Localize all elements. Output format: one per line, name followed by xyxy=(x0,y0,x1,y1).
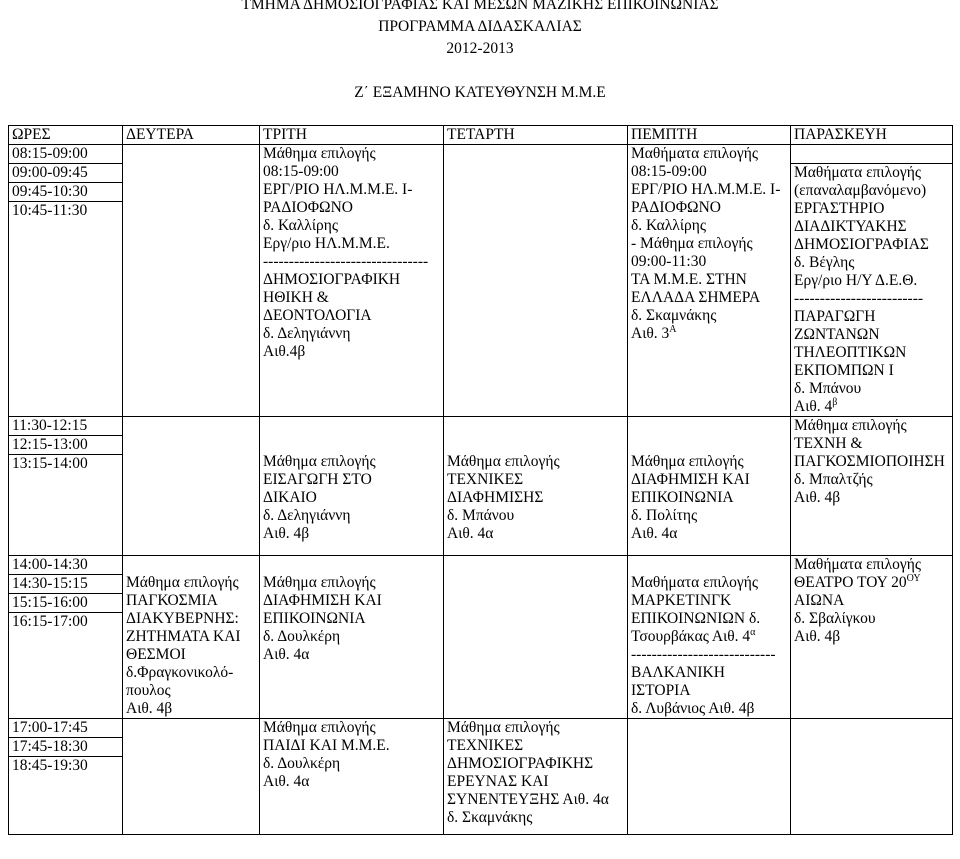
room-suffix: β xyxy=(832,396,838,408)
course-type: Μάθημα επιλογής xyxy=(447,453,560,470)
room-label: Αιθ. 3 xyxy=(631,325,670,342)
instructor: δ. Λυβάνιος Αιθ. 4β xyxy=(631,700,755,717)
course-type: Μάθημα επιλογής xyxy=(631,453,744,470)
instructor-room: Τσουρβάκας Αιθ. 4 xyxy=(631,628,751,645)
friday-cell xyxy=(791,145,953,417)
instructor: δ. Σβαλίγκου xyxy=(794,610,876,627)
schedule-row-afternoon xyxy=(9,556,953,719)
semester-title: Ζ΄ ΕΞΑΜΗΝΟ ΚΑΤΕΥΘΥΝΣΗ Μ.Μ.Ε xyxy=(354,84,606,101)
course-name: ΑΙΩΝΑ xyxy=(794,592,845,609)
col-header-monday: ΔΕΥΤΕΡΑ xyxy=(123,126,260,145)
course-name: ΡΑΔΙΟΦΩΝΟ xyxy=(263,199,353,216)
col-header-hours: ΩΡΕΣ xyxy=(9,126,123,145)
instructor: δ.Φραγκονικολό- xyxy=(126,664,234,681)
course-name: ΔΕΟΝΤΟΛΟΓΙΑ xyxy=(263,307,372,324)
time-slot: 13:15-14:00 xyxy=(12,455,88,472)
course-type: Μάθημα επιλογής xyxy=(263,574,376,591)
course-name: ΤΗΛΕΟΠΤΙΚΩΝ xyxy=(794,344,907,361)
thursday-cell xyxy=(628,145,791,417)
instructor: δ. Καλλίρης xyxy=(263,217,338,234)
instructor: δ. Δουλκέρη xyxy=(263,755,341,772)
course-type: Μαθήματα επιλογής xyxy=(631,145,758,162)
room: Αιθ. 4α xyxy=(631,525,678,542)
course-name: ΗΘΙΚΗ & xyxy=(263,289,329,306)
course-name: ΡΑΔΙΟΦΩΝΟ xyxy=(631,199,721,216)
course-type: Μαθήματα επιλογής xyxy=(794,556,921,573)
divider-text: -------------------------------- xyxy=(263,253,429,270)
course-name: ΔΗΜΟΣΙΟΓΡΑΦΙΚΗ xyxy=(263,271,401,288)
wednesday-cell xyxy=(444,417,628,556)
course-name: ΖΗΤΗΜΑΤΑ ΚΑΙ xyxy=(126,628,241,645)
room-suffix: Α xyxy=(669,323,677,335)
time-cell xyxy=(9,556,123,719)
course-name: ΕΚΠΟΜΠΩΝ Ι xyxy=(794,362,894,379)
time-slot: 10:45-11:30 xyxy=(12,202,88,219)
program-title: ΠΡΟΓΡΑΜΜΑ ΔΙΔΑΣΚΑΛΙΑΣ xyxy=(378,18,582,35)
instructor: δ. Δεληγιάννη xyxy=(263,325,351,342)
course-name: ΕΡΓ/ΡΙΟ ΗΛ.Μ.Μ.Ε. Ι- xyxy=(631,181,781,198)
col-header-thursday: ΠΕΜΠΤΗ xyxy=(628,126,791,145)
header-row xyxy=(9,126,953,145)
course-note: (επαναλαμβανόμενο) xyxy=(794,182,927,199)
course-name: ΔΙΑΚΥΒΕΡΝΗΣ: xyxy=(126,610,239,627)
time-slot: 18:45-19:30 xyxy=(12,757,88,774)
course-name: ΖΩΝΤΑΝΩΝ xyxy=(794,326,880,343)
time-cell xyxy=(9,145,123,417)
course-type: Μαθήματα επιλογής xyxy=(794,164,921,181)
course-type: Μάθημα επιλογής xyxy=(263,453,376,470)
course-name: ΜΑΡΚΕΤΙΝΓΚ xyxy=(631,592,732,609)
time-slot: 08:15-09:00 xyxy=(9,145,122,164)
course-name: ΤΕΧΝΙΚΕΣ xyxy=(447,737,524,754)
monday-cell xyxy=(123,145,260,417)
course-name-part: ΘΕΑΤΡΟ ΤΟΥ 20 xyxy=(794,574,907,591)
friday-cell xyxy=(791,719,953,835)
instructor: δ. Μπαλτζής xyxy=(794,471,873,488)
tuesday-cell xyxy=(260,417,444,556)
course-name: ΠΑΓΚΟΣΜΙΟΠΟΙΗΣΗ xyxy=(794,453,945,470)
course-name: ΕΠΙΚΟΙΝΩΝΙΑ xyxy=(631,489,734,506)
course-name: ΕΡΓΑΣΤΗΡΙΟ xyxy=(794,200,885,217)
thursday-cell xyxy=(628,719,791,835)
course-name: ΘΕΣΜΟΙ xyxy=(126,646,186,663)
course-type: Μάθημα επιλογής xyxy=(126,574,239,591)
tuesday-cell xyxy=(260,556,444,719)
monday-cell xyxy=(123,556,260,719)
course-name: ΒΑΛΚΑΝΙΚΗ xyxy=(631,664,725,681)
wednesday-cell xyxy=(444,556,628,719)
thursday-cell xyxy=(628,556,791,719)
course-type: Μάθημα επιλογής xyxy=(447,719,560,736)
course-name: ΕΛΛΑΔΑ ΣΗΜΕΡΑ xyxy=(631,289,761,306)
room: Αιθ. 4β xyxy=(794,628,841,645)
instructor: δ. Δεληγιάννη xyxy=(263,507,351,524)
course-time: 09:00-11:30 xyxy=(631,253,707,270)
academic-year: 2012-2013 xyxy=(446,40,514,57)
time-slot: 17:45-18:30 xyxy=(9,738,122,757)
time-slot: 09:00-09:45 xyxy=(9,164,122,183)
course-type: - Μάθημα επιλογής xyxy=(631,235,753,252)
room: Αιθ. 4α xyxy=(263,646,310,663)
room: Αιθ. 4α xyxy=(447,525,494,542)
course-name: ΕΠΙΚΟΙΝΩΝΙΩΝ δ. xyxy=(631,610,761,627)
course-type: Μάθημα επιλογής xyxy=(263,719,376,736)
course-name: ΔΙΑΔΙΚΤΥΑΚΗΣ xyxy=(794,218,907,235)
schedule-row-midday xyxy=(9,417,953,556)
room: Αιθ. 4β xyxy=(263,525,310,542)
course-name xyxy=(794,574,949,592)
time-cell xyxy=(9,417,123,556)
schedule-table xyxy=(8,125,953,835)
instructor: πουλος xyxy=(126,682,171,699)
time-slot: 12:15-13:00 xyxy=(9,436,122,455)
course-name: ΙΣΤΟΡΙΑ xyxy=(631,682,691,699)
room: Εργ/ριο Η/Υ Δ.Ε.Θ. xyxy=(794,272,918,289)
course-name: ΕΡΕΥΝΑΣ ΚΑΙ xyxy=(447,773,549,790)
course-time: 08:15-09:00 xyxy=(263,163,339,180)
monday-cell xyxy=(123,417,260,556)
room xyxy=(631,325,787,343)
course-name: ΠΑΡΑΓΩΓΗ xyxy=(794,308,876,325)
course-name: ΔΙΑΦΗΜΙΣΗ ΚΑΙ xyxy=(263,592,382,609)
course-name: ΤΕΧΝΙΚΕΣ xyxy=(447,471,524,488)
thursday-cell xyxy=(628,417,791,556)
divider-text: ------------------------- xyxy=(794,290,924,307)
instructor: δ. Μπάνου xyxy=(794,380,862,397)
course-name: ΔΙΑΦΗΜΙΣΗΣ xyxy=(447,489,544,506)
course-name: ΠΑΙΔΙ ΚΑΙ Μ.Μ.Ε. xyxy=(263,737,390,754)
col-header-wednesday: ΤΕΤΑΡΤΗ xyxy=(444,126,628,145)
tuesday-cell xyxy=(260,145,444,417)
room-suffix: α xyxy=(750,626,756,638)
instructor: δ. Σκαμνάκης xyxy=(631,307,717,324)
room: Εργ/ριο ΗΛ.Μ.Μ.Ε. xyxy=(263,235,390,252)
document-header xyxy=(0,0,960,104)
instructor: δ. Καλλίρης xyxy=(631,217,706,234)
course-name: ΤΕΧΝΗ & xyxy=(794,435,863,452)
friday-cell xyxy=(791,417,953,556)
time-slot: 09:45-10:30 xyxy=(9,183,122,202)
wednesday-cell xyxy=(444,719,628,835)
room: Αιθ.4β xyxy=(263,343,306,360)
schedule-row-morning xyxy=(9,145,953,417)
time-slot: 11:30-12:15 xyxy=(9,417,122,436)
course-time: 08:15-09:00 xyxy=(631,163,707,180)
course-name: ΕΙΣΑΓΩΓΗ ΣΤΟ xyxy=(263,471,372,488)
instructor: δ. Μπάνου xyxy=(447,507,515,524)
instructor: δ. Σκαμνάκης xyxy=(447,809,533,826)
century-suffix: ΟΥ xyxy=(906,572,921,584)
course-name: ΔΙΚΑΙΟ xyxy=(263,489,317,506)
wednesday-cell xyxy=(444,145,628,417)
friday-cell xyxy=(791,556,953,719)
time-cell xyxy=(9,719,123,835)
time-slot: 14:00-14:30 xyxy=(9,556,122,575)
divider-text: ---------------------------- xyxy=(631,646,776,663)
course-name: ΔΗΜΟΣΙΟΓΡΑΦΙΑΣ xyxy=(794,236,929,253)
course-type: Μαθήματα επιλογής xyxy=(631,574,758,591)
room xyxy=(794,398,949,416)
time-slot: 15:15-16:00 xyxy=(9,594,122,613)
course-name: ΔΗΜΟΣΙΟΓΡΑΦΙΚΗΣ xyxy=(447,755,594,772)
room: Αιθ. 4β xyxy=(126,700,173,717)
course-type: Μάθημα επιλογής xyxy=(794,417,907,434)
room: Αιθ. 4α xyxy=(263,773,310,790)
schedule-row-evening xyxy=(9,719,953,835)
time-slot: 14:30-15:15 xyxy=(9,575,122,594)
course-name: ΠΑΓΚΟΣΜΙΑ xyxy=(126,592,218,609)
time-slot: 16:15-17:00 xyxy=(12,613,88,630)
course-name: ΤΑ Μ.Μ.Ε. ΣΤΗΝ xyxy=(631,271,747,288)
instructor xyxy=(631,628,787,646)
time-slot: 17:00-17:45 xyxy=(9,719,122,738)
instructor: δ. Δουλκέρη xyxy=(263,628,341,645)
instructor: δ. Πολίτης xyxy=(631,507,698,524)
course-name: ΔΙΑΦΗΜΙΣΗ ΚΑΙ xyxy=(631,471,750,488)
col-header-friday: ΠΑΡΑΣΚΕΥΗ xyxy=(791,126,953,145)
monday-cell xyxy=(123,719,260,835)
col-header-tuesday: ΤΡΙΤΗ xyxy=(260,126,444,145)
course-name-room: ΣΥΝΕΝΤΕΥΞΗΣ Αιθ. 4α xyxy=(447,791,609,808)
instructor: δ. Βέγλης xyxy=(794,254,855,271)
course-name: ΕΡΓ/ΡΙΟ ΗΛ.Μ.Μ.Ε. Ι- xyxy=(263,181,413,198)
department-title: ΤΜΗΜΑ ΔΗΜΟΣΙΟΓΡΑΦΙΑΣ ΚΑΙ ΜΕΣΩΝ ΜΑΖΙΚΗΣ ΕΠΙΚΟΙΝΩΝΙΑΣ xyxy=(241,0,719,13)
room: Αιθ. 4β xyxy=(794,489,841,506)
tuesday-cell xyxy=(260,719,444,835)
course-name: ΕΠΙΚΟΙΝΩΝΙΑ xyxy=(263,610,366,627)
course-type: Μάθημα επιλογής xyxy=(263,145,376,162)
room-label: Αιθ. 4 xyxy=(794,398,833,415)
